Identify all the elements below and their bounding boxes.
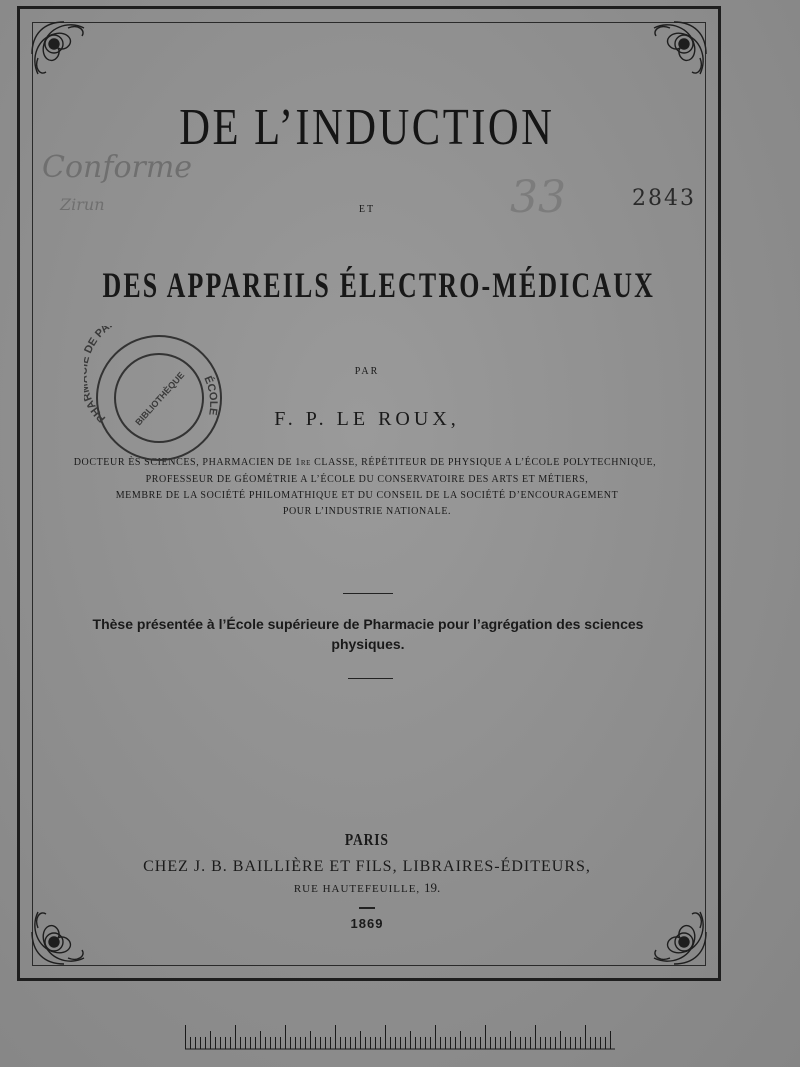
imprint-dash [359, 907, 375, 909]
imprint-city: PARIS [344, 830, 389, 849]
handwritten-note-2: Zirun [60, 195, 105, 214]
title-line-1: DE L’INDUCTION [179, 99, 555, 156]
title-line-2: DES APPAREILS ÉLECTRO-MÉDICAUX [102, 265, 656, 305]
handwritten-note-1: Conforme [42, 150, 193, 185]
corner-ornament-top-left [24, 14, 104, 94]
corner-ornament-top-right [634, 14, 714, 94]
handwritten-shelf-number: 33 [510, 172, 566, 223]
credential-line-2: PROFESSEUR DE GÉOMÉTRIE A L’ÉCOLE DU CONSERVATOIRE DES ARTS ET MÉTIERS, [145, 474, 589, 485]
thesis-statement: Thèse présentée à l’École supérieure de Pharmacie pour l’agrégation des sciences physiques. [92, 616, 644, 652]
imprint-publisher: CHEZ J. B. BAILLIÈRE ET FILS, LIBRAIRES-ÉDITEURS, [143, 858, 591, 875]
catalog-number: 2843 [632, 186, 696, 211]
credential-line-4: POUR L’INDUSTRIE NATIONALE. [282, 506, 452, 517]
divider-upper [343, 593, 393, 594]
library-stamp [84, 326, 234, 466]
conjunction: ET [358, 204, 376, 215]
stamp-outer-text: PHA E PA [84, 326, 112, 425]
publication-year: 1869 [350, 916, 384, 931]
credential-line-1: DOCTEUR ÈS SCIENCES, PHARMACIEN DE 1re CLASSE, RÉPÉTITEUR DE PHYSIQUE A L’ÉCOLE POLYTECHNIQUE, [73, 457, 657, 468]
divider-lower [348, 678, 393, 679]
scale-ruler [185, 1020, 615, 1050]
corner-ornament-bottom-left [24, 892, 104, 972]
imprint-street-number: 19. [423, 880, 441, 895]
imprint-street-name: RUE HAUTEFEUILLE, [293, 883, 421, 895]
stamp-right-text: ÉCOLE [201, 374, 220, 417]
by-label: PAR [354, 366, 380, 377]
author-name: F. P. LE ROUX, [274, 408, 460, 430]
imprint-street [0, 880, 734, 896]
corner-ornament-bottom-right [634, 892, 714, 972]
credential-line-3: MEMBRE DE LA SOCIÉTÉ PHILOMATHIQUE ET DU CONSEIL DE LA SOCIÉTÉ D’ENCOURAGEMENT [115, 490, 619, 501]
stamp-inner-text: BIBLIOTHÈQUE [133, 370, 187, 428]
